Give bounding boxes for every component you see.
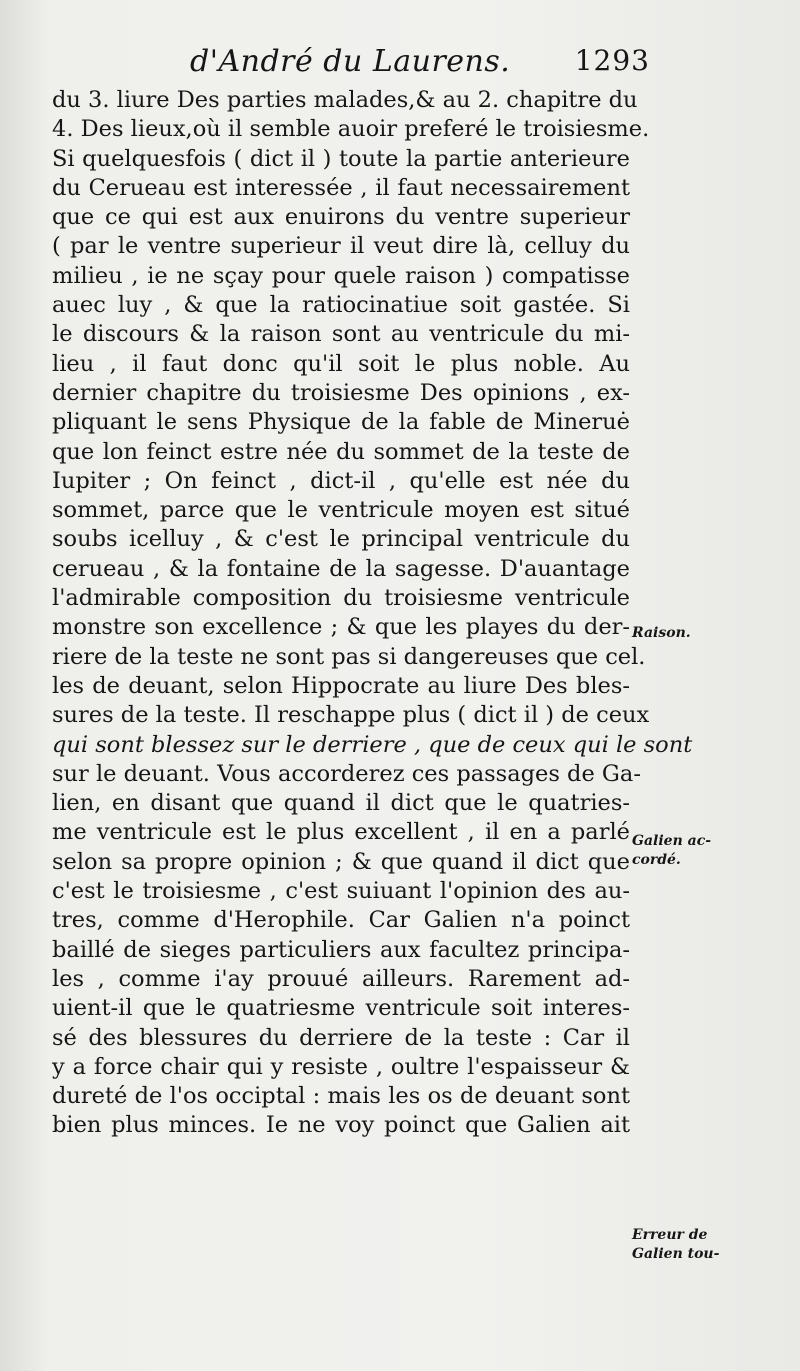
text-line: dureté de l'os occiptal : mais les os de deuant sont — [52, 1083, 630, 1110]
text-line: lieu , il faut donc qu'il soit le plus noble. Au — [52, 350, 630, 377]
text-line: dernier chapitre du troisiesme Des opinions , ex- — [52, 379, 630, 406]
text-line: baillé de sieges particuliers aux facultez principa- — [52, 936, 630, 963]
text-line: bien plus minces. Ie ne voy poinct que Galien ait — [52, 1112, 630, 1139]
text-line: l'admirable composition du troisiesme ventricule — [52, 585, 630, 612]
text-line: pliquant le sens Physique de la fable de Mineruė — [52, 409, 630, 436]
margin-note-line: cordé. — [632, 852, 681, 868]
text-line: selon sa propre opinion ; & que quand il dict que — [52, 848, 630, 875]
text-line: les de deuant, selon Hippocrate au liure Des bles- — [52, 672, 630, 699]
page-header — [190, 44, 650, 84]
text-line: 4. Des lieux,où il semble auoir preferé le troisiesme. — [52, 116, 650, 143]
text-line: ( par le ventre superieur il veut dire là, celluy du — [52, 233, 630, 260]
margin-notes — [632, 86, 800, 1286]
margin-note-galien-accorde — [632, 832, 711, 870]
text-line: milieu , ie ne sçay pour quele raison ) compatisse — [52, 262, 630, 289]
margin-note-line: Galien ac- — [632, 833, 712, 849]
text-line: Si quelquesfois ( dict il ) toute la partie anterieure — [52, 145, 630, 172]
text-line: uient-il que le quatriesme ventricule soit interes- — [52, 995, 630, 1022]
text-line: me ventricule est le plus excellent , il en a parlé — [52, 819, 630, 846]
text-line: soubs icelluy , & c'est le principal ventricule du — [52, 526, 630, 553]
text-line: sur le deuant. Vous accorderez ces passages de Ga- — [52, 760, 641, 787]
text-line: sé des blessures du derriere de la teste : Car il — [52, 1024, 630, 1051]
text-line: que lon feinct estre née du sommet de la teste de — [52, 438, 630, 465]
text-line: les , comme i'ay prouué ailleurs. Rarement ad- — [52, 965, 630, 992]
text-line: du 3. liure Des parties malades,& au 2. chapitre du — [52, 87, 638, 113]
margin-note-raison — [632, 624, 691, 643]
text-line: sures de la teste. Il reschappe plus ( dict il ) de ceux — [52, 702, 650, 729]
text-line: cerueau , & la fontaine de la sagesse. D'auantage — [52, 555, 630, 582]
text-line: auec luy , & que la ratiocinatiue soit gastée. Si — [52, 292, 630, 319]
text-line: c'est le troisiesme , c'est suiuant l'opinion des au- — [52, 878, 630, 905]
margin-note-line: Galien tou- — [632, 1246, 720, 1262]
text-line: du Cerueau est interessée , il faut necessairement — [52, 174, 630, 201]
text-line: lien, en disant que quand il dict que le quatries- — [52, 790, 630, 817]
text-line-quotation: qui sont blessez sur le derriere , que de ceux qui le sont — [52, 731, 693, 758]
margin-note-line: Raison. — [632, 625, 691, 641]
text-line: riere de la teste ne sont pas si dangereuses que cel. — [52, 643, 646, 670]
text-line: y a force chair qui y resiste , oultre l'espaisseur & — [52, 1053, 630, 1080]
running-title: d'André du Laurens. — [190, 44, 511, 79]
page-number: 1293 — [574, 44, 650, 77]
text-line: tres, comme d'Herophile. Car Galien n'a poinct — [52, 907, 630, 934]
text-line: que ce qui est aux enuirons du ventre superieur — [52, 204, 630, 231]
margin-note-erreur-galien — [632, 1226, 719, 1264]
text-line: monstre son excellence ; & que les playes du der- — [52, 614, 630, 641]
text-line: le discours & la raison sont au ventricule du mi- — [52, 321, 630, 348]
text-line: sommet, parce que le ventricule moyen est situé — [52, 497, 630, 524]
text-line: Iupiter ; On feinct , dict-il , qu'elle est née du — [52, 467, 630, 494]
margin-note-line: Erreur de — [632, 1227, 708, 1243]
